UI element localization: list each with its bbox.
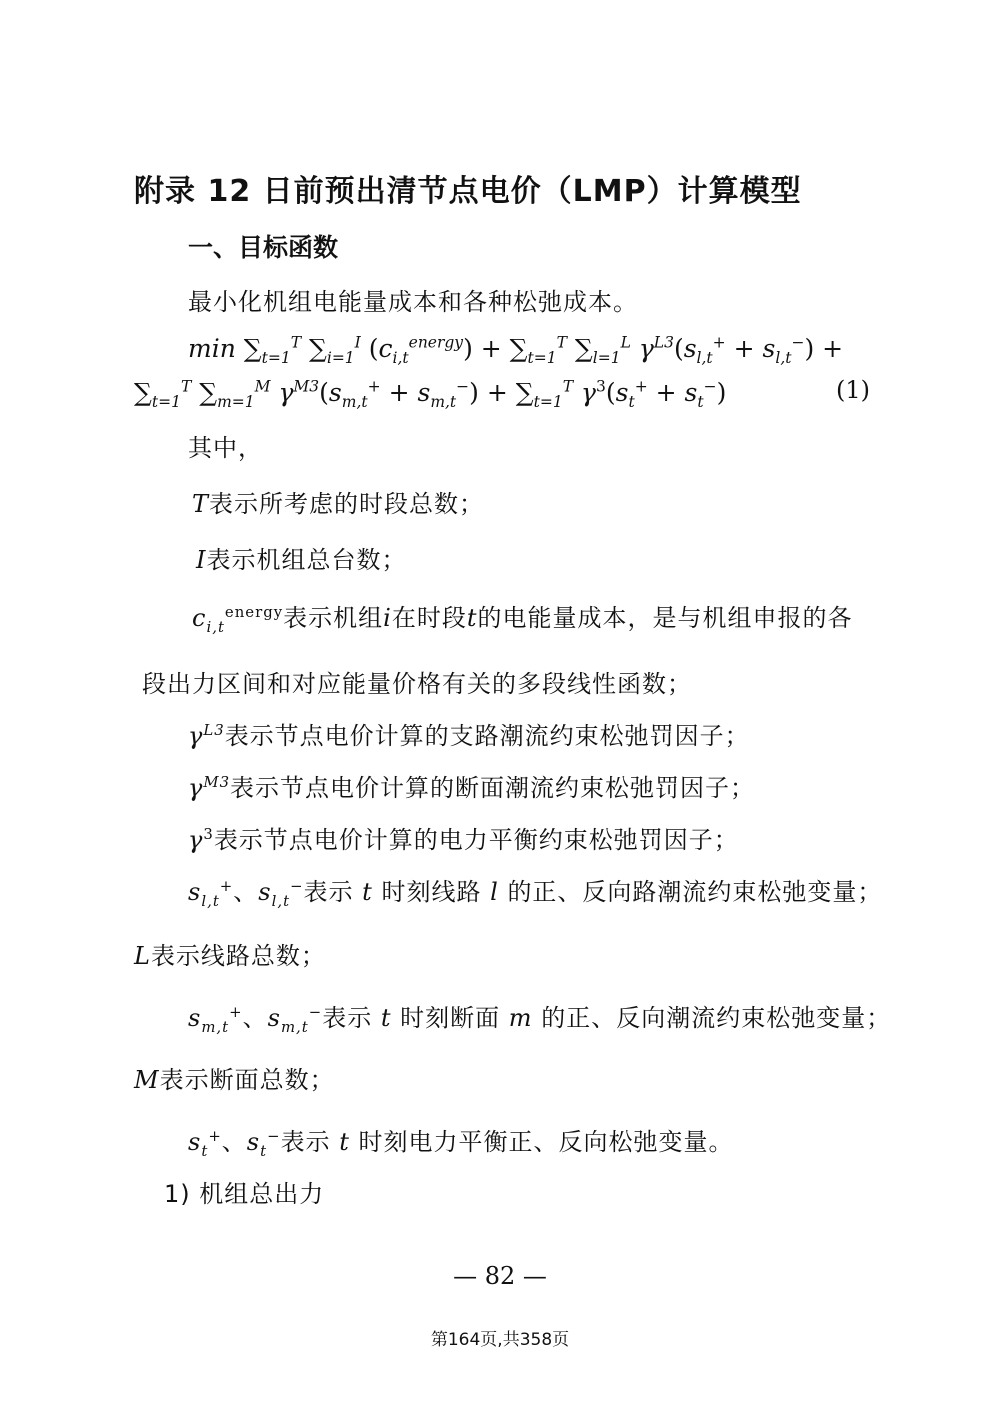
page-number: — 82 — xyxy=(453,1262,547,1290)
intro-paragraph: 最小化机组电能量成本和各种松弛成本。 xyxy=(188,288,638,316)
def-s-section: $s_{m,t}^+$、$s_{m,t}^-$表示 t 时刻断面 m 的正、反向潮流约束松弛变量； xyxy=(188,1003,892,1036)
def-I: I表示机组总台数； xyxy=(196,546,407,574)
energy-superscript: energy xyxy=(408,333,464,352)
page-title: 附录 12 日前预出清节点电价（LMP）计算模型 xyxy=(134,174,802,209)
def-gamma-L3: $\gamma^{L3}$表示节点电价计算的支路潮流约束松弛罚因子； xyxy=(188,721,750,750)
item-heading: 1) 机组总出力 xyxy=(164,1180,325,1208)
page-counter: 第164页,共358页 xyxy=(430,1330,570,1350)
def-c-energy: $c_{i,t}^{energy}$表示机组i在时段t的电能量成本，是与机组申报的各 xyxy=(192,603,853,636)
objective-equation-line1: $\min \sum_{t=1}^T$ $\sum_{i=1}^I$ $(c_{i,t}^{energy}) + \sum_{t=1}^T$ $\sum_{l=1}^L$ $\gamma^{L3}(s_{l,t}^+ + s_{l,t}^-)$ + xyxy=(188,333,844,367)
min-operator: min xyxy=(188,334,236,363)
def-gamma-M3: $\gamma^{M3}$表示节点电价计算的断面潮流约束松弛罚因子； xyxy=(188,773,756,802)
def-M: M表示断面总数； xyxy=(134,1066,335,1094)
where-label: 其中， xyxy=(188,434,263,462)
section-heading: 一、目标函数 xyxy=(188,233,339,262)
def-s-balance: $s_t^+$、$s_t^-$表示 t 时刻电力平衡正、反向松弛变量。 xyxy=(188,1127,734,1160)
objective-equation-line2: $\sum_{t=1}^T$ $\sum_{m=1}^M$ $\gamma^{M3}(s_{m,t}^+ + s_{m,t}^-) + \sum_{t=1}^T$ $\gamma^3(s_t^+ + s_t^-)$ xyxy=(134,377,727,411)
def-gamma-3: $\gamma^3$表示节点电价计算的电力平衡约束松弛罚因子； xyxy=(188,825,739,854)
def-s-line: $s_{l,t}^+$、$s_{l,t}^-$表示 t 时刻线路 l 的正、反向路潮流约束松弛变量； xyxy=(188,877,883,910)
def-L: L表示线路总数； xyxy=(134,942,326,970)
def-T: T表示所考虑的时段总数； xyxy=(192,490,485,518)
equation-number: (1) xyxy=(836,376,870,404)
def-c-energy-cont: 段出力区间和对应能量价格有关的多段线性函数； xyxy=(142,670,692,698)
